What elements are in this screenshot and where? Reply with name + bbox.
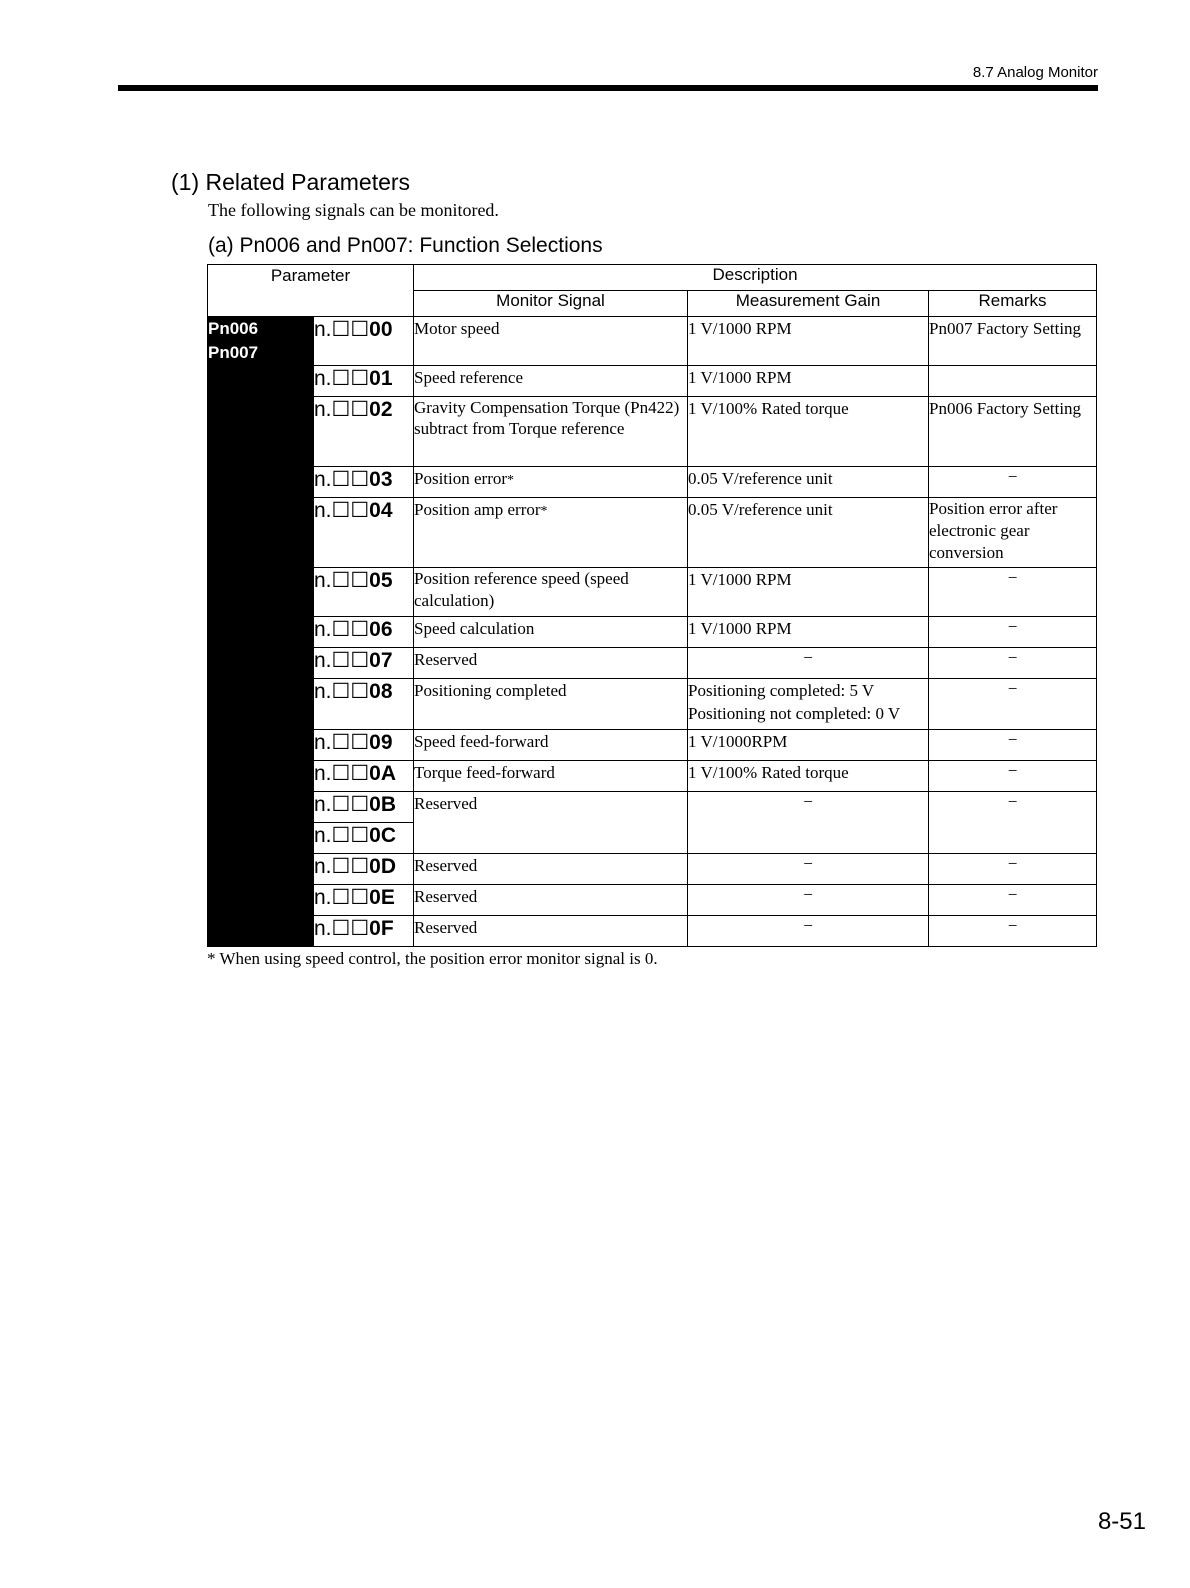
remarks-cell: − [929, 730, 1097, 761]
table-row [208, 792, 1097, 823]
monitor-signal-text: Position error [414, 469, 508, 488]
remarks-cell: − [929, 467, 1097, 498]
remarks-cell: − [929, 648, 1097, 679]
monitor-signal-cell [414, 498, 688, 568]
header-remarks: Remarks [929, 291, 1097, 317]
header-description: Description [414, 265, 1097, 291]
code-cell [314, 568, 414, 617]
remarks-cell: Pn006 Factory Setting [929, 397, 1097, 467]
table-row [208, 761, 1097, 792]
code-value: 07 [369, 649, 393, 672]
code-cell [314, 397, 414, 467]
running-header: 8.7 Analog Monitor [972, 64, 1098, 81]
code-cell [314, 792, 414, 823]
monitor-signal-text: Position amp error [414, 500, 541, 519]
monitor-signal-cell: Reserved [414, 916, 688, 947]
table-row [208, 568, 1097, 617]
code-value: 08 [369, 680, 393, 703]
code-prefix: n.☐☐ [314, 793, 370, 816]
code-cell [314, 854, 414, 885]
table-row [208, 885, 1097, 916]
measurement-gain-cell: − [688, 885, 929, 916]
code-cell [314, 761, 414, 792]
measurement-gain-cell: 1 V/100% Rated torque [688, 761, 929, 792]
header-monitor-signal: Monitor Signal [414, 291, 688, 317]
code-prefix: n.☐☐ [314, 824, 370, 847]
code-value: 02 [369, 398, 393, 421]
table-row [208, 467, 1097, 498]
monitor-signal-cell [414, 467, 688, 498]
remarks-cell: Pn007 Factory Setting [929, 317, 1097, 366]
code-prefix: n.☐☐ [314, 499, 370, 522]
code-prefix: n.☐☐ [314, 398, 370, 421]
code-value: 0E [369, 886, 395, 909]
code-cell [314, 916, 414, 947]
measurement-gain-cell: 1 V/1000RPM [688, 730, 929, 761]
table-row [208, 397, 1097, 467]
code-prefix: n.☐☐ [314, 855, 370, 878]
code-value: 0B [369, 793, 397, 816]
param-name-pn006: Pn006 [208, 319, 259, 338]
code-cell [314, 467, 414, 498]
code-value: 0F [369, 917, 394, 940]
gain-line: Positioning not completed: 0 V [688, 704, 901, 723]
code-prefix: n.☐☐ [314, 886, 370, 909]
measurement-gain-cell: 1 V/100% Rated torque [688, 397, 929, 467]
measurement-gain-cell: − [688, 648, 929, 679]
param-name-cell [208, 317, 314, 947]
footnote: * When using speed control, the position error monitor signal is 0. [207, 949, 658, 968]
measurement-gain-cell: 0.05 V/reference unit [688, 498, 929, 568]
measurement-gain-cell: 1 V/1000 RPM [688, 317, 929, 366]
monitor-signal-cell: Speed calculation [414, 617, 688, 648]
table-row [208, 366, 1097, 397]
code-cell [314, 730, 414, 761]
measurement-gain-cell: 0.05 V/reference unit [688, 467, 929, 498]
remarks-cell: − [929, 617, 1097, 648]
table-row [208, 617, 1097, 648]
remarks-cell: − [929, 916, 1097, 947]
code-prefix: n.☐☐ [314, 569, 370, 592]
measurement-gain-cell: 1 V/1000 RPM [688, 366, 929, 397]
table-row [208, 854, 1097, 885]
measurement-gain-cell: − [688, 792, 929, 854]
param-name-pn007: Pn007 [208, 343, 259, 362]
table-row [208, 498, 1097, 568]
page-number: 8-51 [1097, 1508, 1146, 1535]
code-value: 05 [369, 569, 393, 592]
monitor-signal-cell: Positioning completed [414, 679, 688, 730]
code-value: 03 [369, 468, 393, 491]
remarks-cell: − [929, 568, 1097, 617]
code-prefix: n.☐☐ [314, 762, 370, 785]
code-prefix: n.☐☐ [314, 468, 370, 491]
footnote-marker: * [507, 473, 515, 488]
subsection-title: (a) Pn006 and Pn007: Function Selections [208, 234, 603, 257]
code-value: 04 [369, 499, 393, 522]
code-value: 0A [369, 762, 397, 785]
code-prefix: n.☐☐ [314, 367, 370, 390]
remarks-cell: − [929, 761, 1097, 792]
monitor-signal-cell: Reserved [414, 792, 688, 854]
code-cell [314, 617, 414, 648]
code-prefix: n.☐☐ [314, 917, 370, 940]
code-value: 06 [369, 618, 393, 641]
measurement-gain-cell [688, 679, 929, 730]
code-cell [314, 366, 414, 397]
remarks-cell: − [929, 885, 1097, 916]
monitor-signal-cell: Motor speed [414, 317, 688, 366]
code-cell [314, 317, 414, 366]
code-cell [314, 679, 414, 730]
monitor-signal-cell: Reserved [414, 885, 688, 916]
gain-line: Positioning completed: 5 V [688, 681, 875, 700]
code-prefix: n.☐☐ [314, 731, 370, 754]
remarks-cell: − [929, 792, 1097, 854]
remarks-cell [929, 366, 1097, 397]
monitor-signal-cell: Speed reference [414, 366, 688, 397]
code-prefix: n.☐☐ [314, 649, 370, 672]
measurement-gain-cell: − [688, 916, 929, 947]
code-cell [314, 498, 414, 568]
code-prefix: n.☐☐ [314, 618, 370, 641]
code-prefix: n.☐☐ [314, 318, 370, 341]
table-row [208, 916, 1097, 947]
measurement-gain-cell: 1 V/1000 RPM [688, 568, 929, 617]
function-selection-table [207, 264, 1097, 947]
header-measurement-gain: Measurement Gain [688, 291, 929, 317]
remarks-cell: − [929, 679, 1097, 730]
code-value: 01 [369, 367, 393, 390]
code-cell [314, 885, 414, 916]
monitor-signal-cell: Gravity Compensation Torque (Pn422) subtract from Torque reference [414, 397, 688, 467]
measurement-gain-cell: − [688, 854, 929, 885]
monitor-signal-cell: Reserved [414, 854, 688, 885]
remarks-cell: Position error after electronic gear conversion [929, 498, 1097, 568]
monitor-signal-cell: Position reference speed (speed calculation) [414, 568, 688, 617]
table-row [208, 679, 1097, 730]
intro-text: The following signals can be monitored. [208, 200, 499, 220]
monitor-signal-cell: Torque feed-forward [414, 761, 688, 792]
footnote-marker: * [540, 504, 548, 519]
code-prefix: n.☐☐ [314, 680, 370, 703]
monitor-signal-cell: Reserved [414, 648, 688, 679]
section-title: (1) Related Parameters [171, 169, 411, 195]
code-value: 00 [369, 318, 393, 341]
measurement-gain-cell: 1 V/1000 RPM [688, 617, 929, 648]
code-cell [314, 823, 414, 854]
header-rule [118, 85, 1098, 91]
remarks-cell: − [929, 854, 1097, 885]
table-row [208, 648, 1097, 679]
code-value: 0D [369, 855, 397, 878]
monitor-signal-cell: Speed feed-forward [414, 730, 688, 761]
code-value: 09 [369, 731, 393, 754]
table-row [208, 317, 1097, 366]
table-row [208, 730, 1097, 761]
header-row-1 [208, 265, 1097, 291]
code-cell [314, 648, 414, 679]
header-parameter: Parameter [208, 265, 414, 317]
code-value: 0C [369, 824, 397, 847]
